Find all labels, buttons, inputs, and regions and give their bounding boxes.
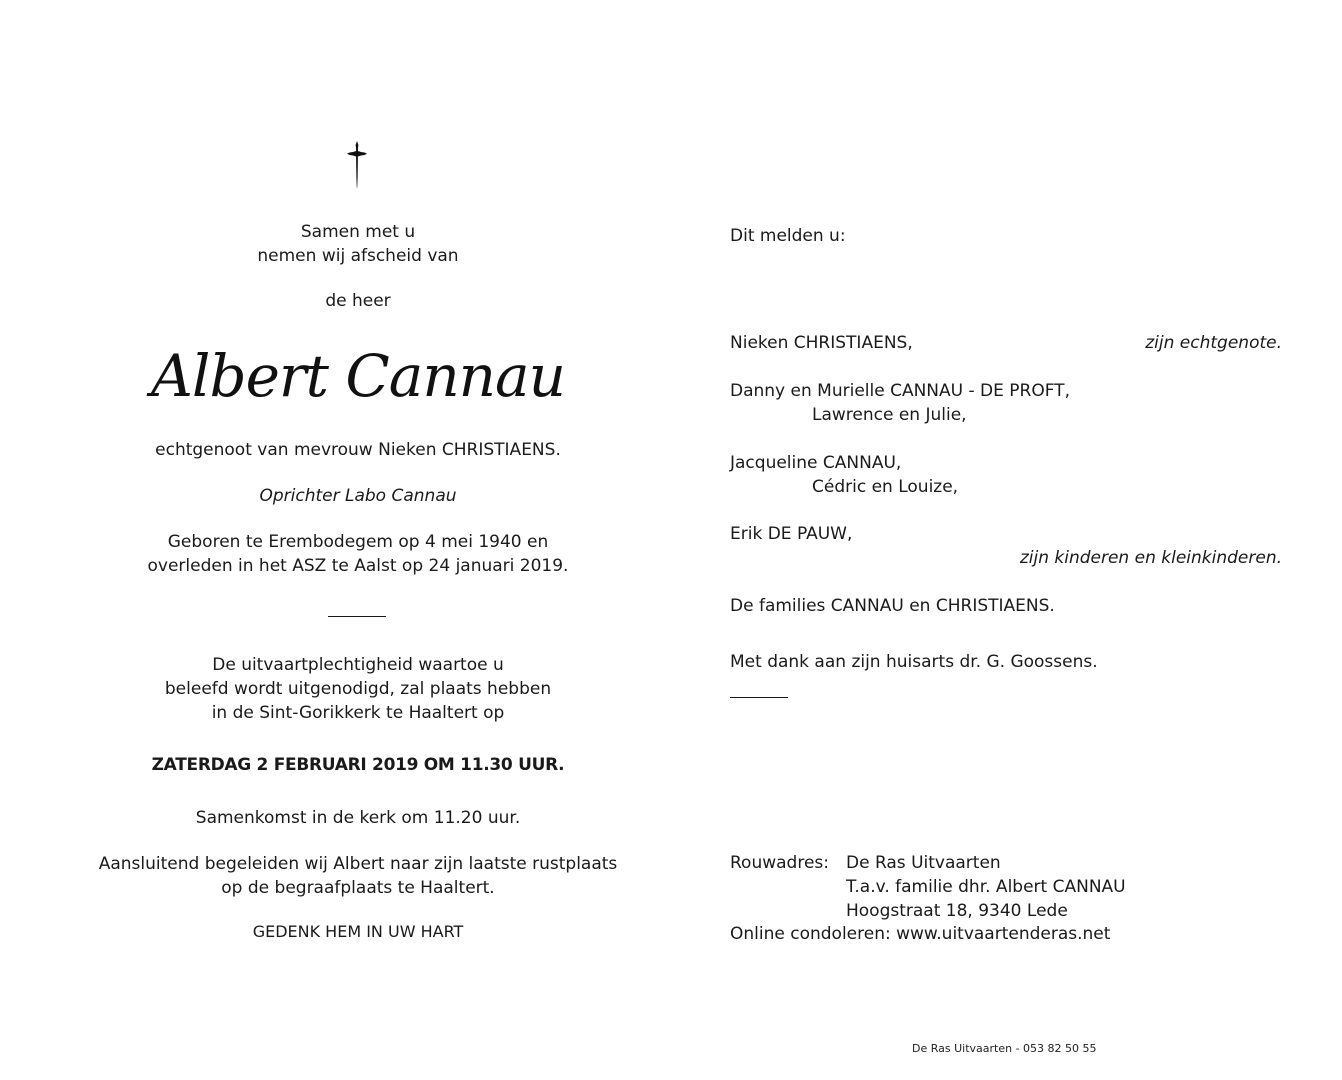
ceremony-date: ZATERDAG 2 FEBRUARI 2019 OM 11.30 UUR. xyxy=(151,755,565,775)
role-line: Oprichter Labo Cannau xyxy=(259,486,457,506)
burial-line-2: op de begraafplaats te Haaltert. xyxy=(221,878,495,898)
ceremony-line-2: beleefd wordt uitgenodigd, zal plaats hebben xyxy=(164,679,552,699)
divider xyxy=(730,697,788,698)
divider xyxy=(328,616,386,617)
families-line: De families CANNAU en CHRISTIAENS. xyxy=(730,596,1055,616)
ceremony-line-3: in de Sint-Gorikkerk te Haaltert op xyxy=(211,703,505,723)
born-line-2: overleden in het ASZ te Aalst op 24 januari 2019. xyxy=(147,556,569,576)
deceased-name: Albert Cannau xyxy=(151,342,565,410)
address-line-2: T.a.v. familie dhr. Albert CANNAU xyxy=(846,877,1126,897)
burial-line-1: Aansluitend begeleiden wij Albert naar zijn laatste rustplaats xyxy=(98,854,618,874)
online-condolence: Online condoleren: www.uitvaartenderas.net xyxy=(730,924,1111,944)
latin-cross-icon xyxy=(343,140,371,190)
thanks-line: Met dank aan zijn huisarts dr. G. Goossens. xyxy=(730,652,1098,672)
family-4-relation: zijn kinderen en kleinkinderen. xyxy=(1019,548,1282,568)
gathering-line: Samenkomst in de kerk om 11.20 uur. xyxy=(195,808,521,828)
family-4-name: Erik DE PAUW, xyxy=(730,524,853,544)
funeral-home-footer: De Ras Uitvaarten - 053 82 50 55 xyxy=(912,1042,1097,1055)
announce-line: Dit melden u: xyxy=(730,226,846,246)
intro-line-1: Samen met u xyxy=(300,222,416,242)
family-2-children: Lawrence en Julie, xyxy=(812,405,967,425)
spouse-line: echtgenoot van mevrouw Nieken CHRISTIAENS. xyxy=(155,440,561,460)
born-line-1: Geboren te Erembodegem op 4 mei 1940 en xyxy=(167,532,549,552)
family-3-name: Jacqueline CANNAU, xyxy=(730,453,902,473)
ceremony-line-1: De uitvaartplechtigheid waartoe u xyxy=(212,655,504,675)
intro-line-2: nemen wij afscheid van xyxy=(257,246,459,266)
family-1-relation: zijn echtgenote. xyxy=(1145,333,1282,353)
address-line-3: Hoogstraat 18, 9340 Lede xyxy=(846,901,1068,921)
address-line-1: De Ras Uitvaarten xyxy=(846,853,1001,873)
remember-line: GEDENK HEM IN UW HART xyxy=(252,922,464,941)
address-label: Rouwadres: xyxy=(730,853,829,873)
family-1-name: Nieken CHRISTIAENS, xyxy=(730,333,913,353)
family-3-children: Cédric en Louize, xyxy=(812,477,959,497)
family-2-name: Danny en Murielle CANNAU - DE PROFT, xyxy=(730,381,1070,401)
deceased-title: de heer xyxy=(325,291,391,311)
